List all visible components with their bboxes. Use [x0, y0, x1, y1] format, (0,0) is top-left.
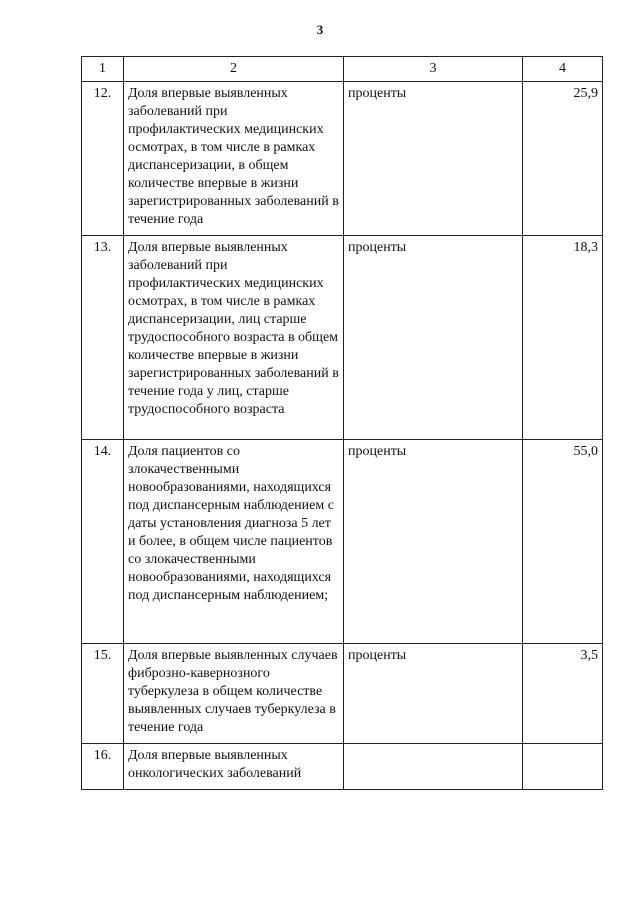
indicator-value: 55,0 — [523, 440, 603, 644]
row-number: 12. — [82, 82, 124, 236]
indicator-name: Доля впервые выявленных заболеваний при профилактических медицинских осмотрах, в том числе в рамках диспансеризации, лиц старше трудоспособного возраста в общем количестве впервые в жизни зарегистрированных заболеваний в течение года у лиц, старше трудоспособного возраста — [124, 236, 344, 440]
indicator-value: 3,5 — [523, 644, 603, 744]
indicator-value: 25,9 — [523, 82, 603, 236]
indicator-name: Доля впервые выявленных случаев фиброзно-кавернозного туберкулеза в общем количестве выявленных случаев туберкулеза в течение года — [124, 644, 344, 744]
column-header: 1 — [82, 57, 124, 82]
indicators-table — [81, 56, 603, 790]
unit-of-measure: проценты — [344, 236, 523, 440]
table-header-row — [82, 57, 603, 82]
unit-of-measure: проценты — [344, 82, 523, 236]
indicator-name: Доля впервые выявленных онкологических заболеваний — [124, 744, 344, 790]
indicator-value: 18,3 — [523, 236, 603, 440]
table-row — [82, 82, 603, 236]
indicator-name: Доля пациентов со злокачественными новообразованиями, находящихся под диспансерным наблюдением с даты установления диагноза 5 лет и более, в общем числе пациентов со злокачественными новообразованиями, находящихся под диспансерным наблюдением; — [124, 440, 344, 644]
unit-of-measure — [344, 744, 523, 790]
unit-of-measure: проценты — [344, 440, 523, 644]
column-header: 4 — [523, 57, 603, 82]
row-number: 14. — [82, 440, 124, 644]
row-number: 16. — [82, 744, 124, 790]
row-number: 13. — [82, 236, 124, 440]
table-row — [82, 744, 603, 790]
table-row — [82, 644, 603, 744]
page-number: 3 — [316, 22, 324, 37]
row-number: 15. — [82, 644, 124, 744]
column-header: 3 — [344, 57, 523, 82]
table-row — [82, 440, 603, 644]
table-row — [82, 236, 603, 440]
unit-of-measure: проценты — [344, 644, 523, 744]
indicator-value — [523, 744, 603, 790]
column-header: 2 — [124, 57, 344, 82]
indicator-name: Доля впервые выявленных заболеваний при профилактических медицинских осмотрах, в том числе в рамках диспансеризации, в общем количестве впервые в жизни зарегистрированных заболеваний в течение года — [124, 82, 344, 236]
